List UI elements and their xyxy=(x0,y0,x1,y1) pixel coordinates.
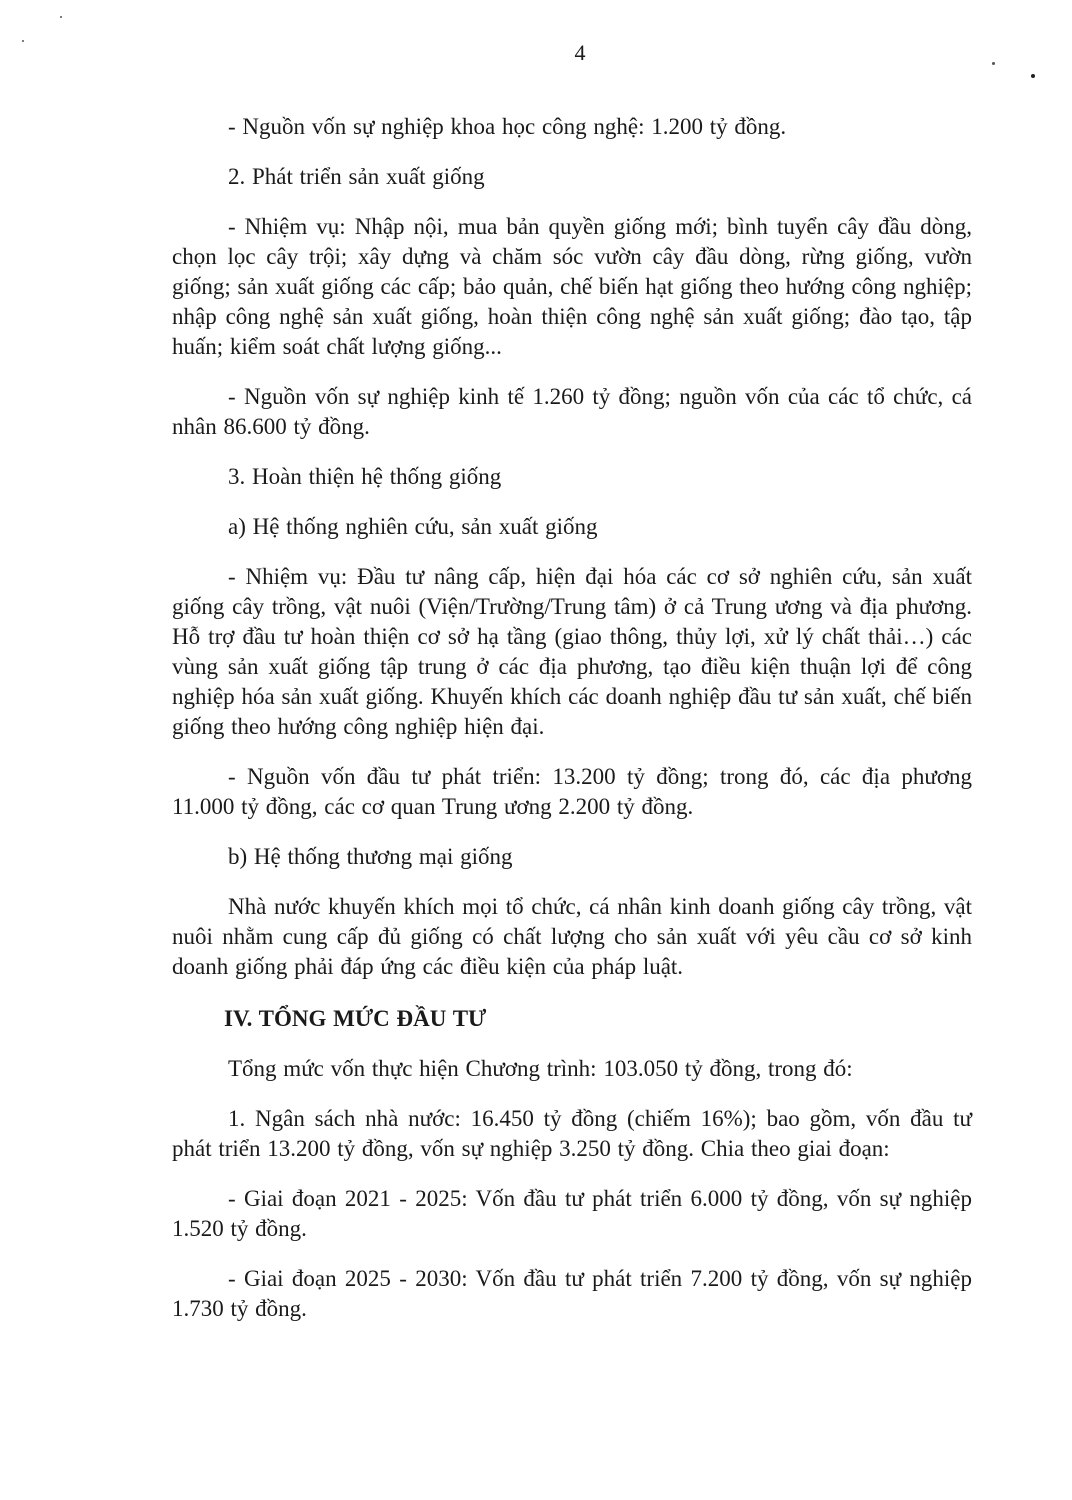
paragraph-phase-2021-2025: - Giai đoạn 2021 - 2025: Vốn đầu tư phát triển 6.000 tỷ đồng, vốn sự nghiệp 1.520 tỷ đồng. xyxy=(172,1186,972,1241)
document-body xyxy=(172,112,972,1344)
paragraph-development-funding: - Nguồn vốn đầu tư phát triển: 13.200 tỷ đồng; trong đó, các địa phương 11.000 tỷ đồng, các cơ quan Trung ương 2.200 tỷ đồng. xyxy=(172,764,972,819)
scan-speck xyxy=(60,16,62,18)
paragraph-economic-funding: - Nguồn vốn sự nghiệp kinh tế 1.260 tỷ đồng; nguồn vốn của các tổ chức, cá nhân 86.600 tỷ đồng. xyxy=(172,384,972,439)
paragraph-science-funding: - Nguồn vốn sự nghiệp khoa học công nghệ: 1.200 tỷ đồng. xyxy=(228,114,787,139)
paragraph-research-system-tasks: - Nhiệm vụ: Đầu tư nâng cấp, hiện đại hóa các cơ sở nghiên cứu, sản xuất giống cây trồng, vật nuôi (Viện/Trường/Trung tâm) ở cả Trung ương và địa phương. Hỗ trợ đầu tư hoàn thiện cơ sở hạ tầng (giao thông, thủy lợi, xử lý chất thải…) các vùng sản xuất giống tập trung ở các địa phương, tạo điều kiện thuận lợi để công nghiệp hóa sản xuất giống. Khuyến khích các doanh nghiệp đầu tư sản xuất, chế biến giống theo hướng công nghiệp hiện đại. xyxy=(172,564,972,739)
paragraph-phase-2025-2030: - Giai đoạn 2025 - 2030: Vốn đầu tư phát triển 7.200 tỷ đồng, vốn sự nghiệp 1.730 tỷ đồng. xyxy=(172,1266,972,1321)
scan-speck xyxy=(1031,74,1035,78)
subsection-b-title: b) Hệ thống thương mại giống xyxy=(228,844,513,869)
page-number: 4 xyxy=(574,40,586,65)
scan-speck xyxy=(992,62,995,65)
paragraph-state-budget: 1. Ngân sách nhà nước: 16.450 tỷ đồng (chiếm 16%); bao gồm, vốn đầu tư phát triển 13.200 tỷ đồng, vốn sự nghiệp 3.250 tỷ đồng. Chia theo giai đoạn: xyxy=(172,1106,972,1161)
paragraph-seed-production-tasks: - Nhiệm vụ: Nhập nội, mua bản quyền giống mới; bình tuyển cây đầu dòng, chọn lọc cây trội; xây dựng và chăm sóc vườn cây đầu dòng, rừng giống, vườn giống; sản xuất giống các cấp; bảo quản, chế biến hạt giống theo hướng công nghiệp; nhập công nghệ sản xuất giống, hoàn thiện công nghệ sản xuất giống; đào tạo, tập huấn; kiểm soát chất lượng giống... xyxy=(172,214,972,359)
section-3-title: 3. Hoàn thiện hệ thống giống xyxy=(228,464,502,489)
subsection-a-title: a) Hệ thống nghiên cứu, sản xuất giống xyxy=(228,514,598,539)
section-2-title: 2. Phát triển sản xuất giống xyxy=(228,164,485,189)
section-iv-heading: IV. TỔNG MỨC ĐẦU TƯ xyxy=(224,1006,487,1031)
scan-speck xyxy=(22,40,24,42)
paragraph-seed-trade: Nhà nước khuyến khích mọi tổ chức, cá nhân kinh doanh giống cây trồng, vật nuôi nhằm cung cấp đủ giống có chất lượng cho sản xuất với yêu cầu cơ sở kinh doanh giống phải đáp ứng các điều kiện của pháp luật. xyxy=(172,894,972,979)
paragraph-total-investment: Tổng mức vốn thực hiện Chương trình: 103.050 tỷ đồng, trong đó: xyxy=(228,1056,853,1081)
